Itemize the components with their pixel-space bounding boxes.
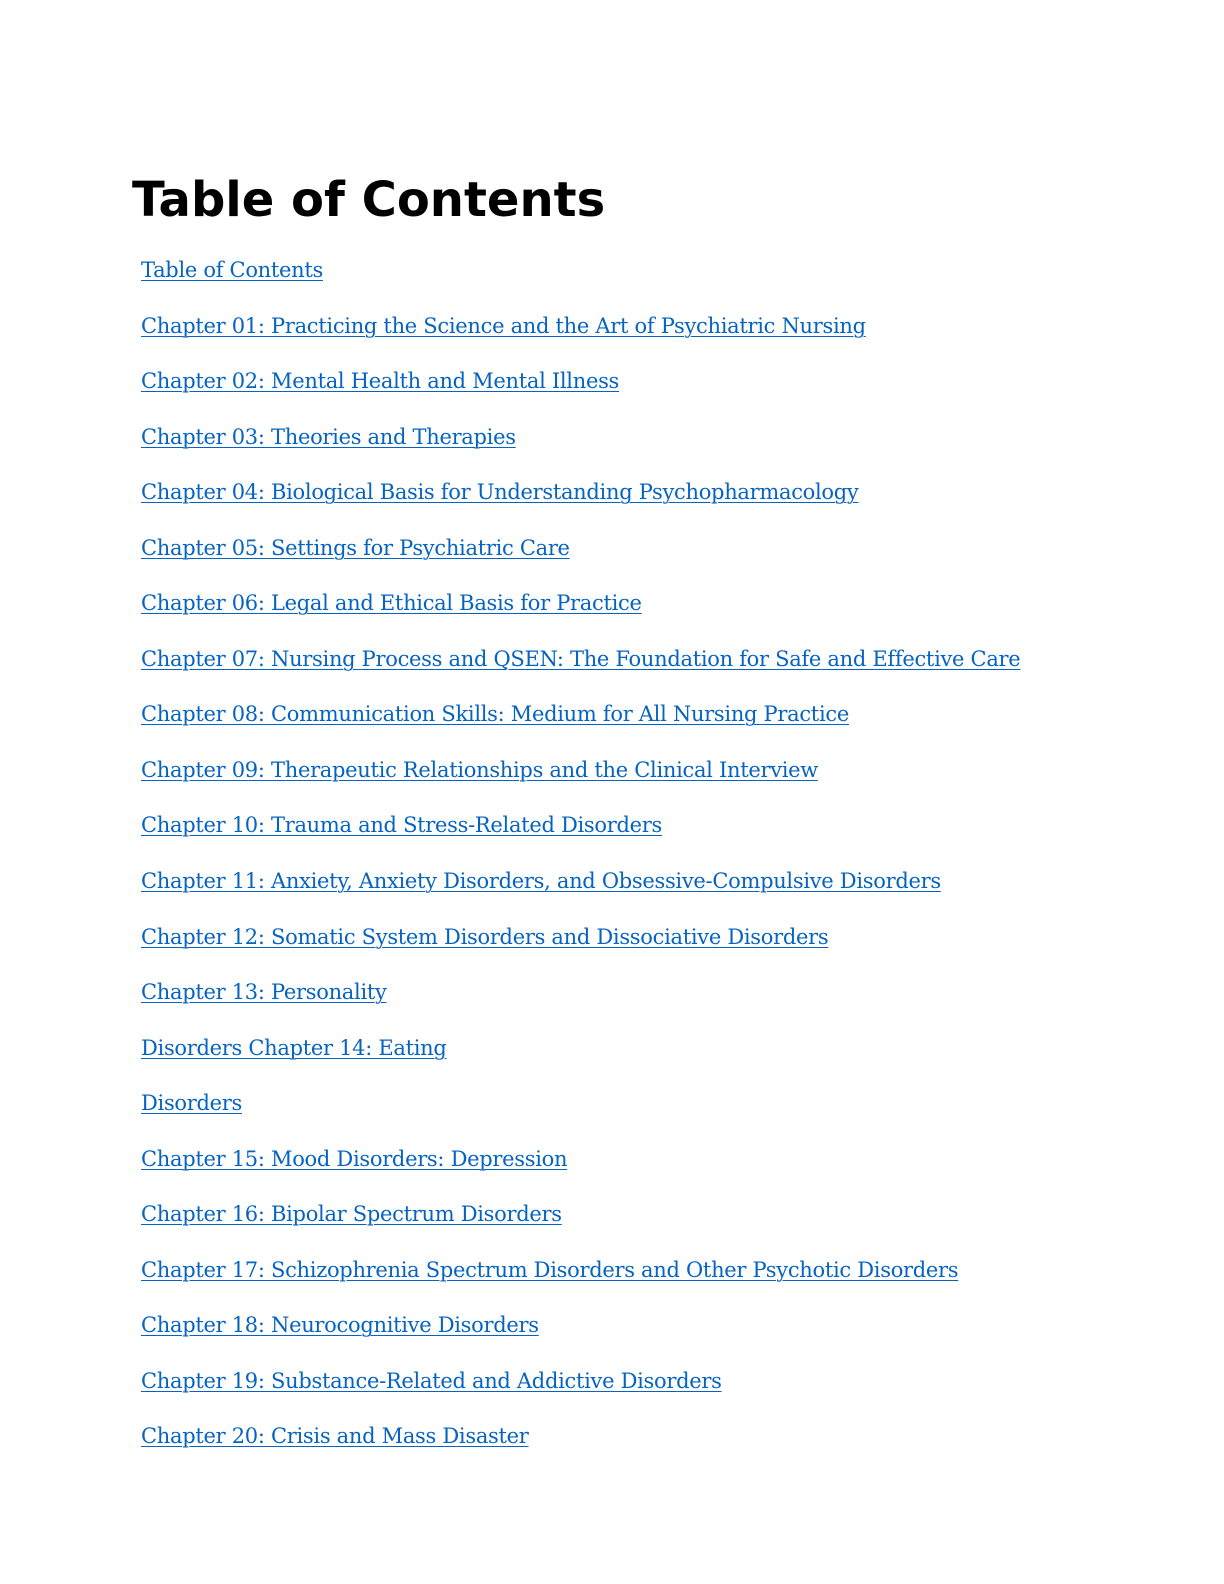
toc-link-chapter-10[interactable]: Chapter 10: Trauma and Stress-Related Disorders (141, 813, 662, 838)
toc-entry (141, 1252, 1020, 1308)
toc-entry (141, 1030, 1020, 1086)
toc-link-chapter-11[interactable]: Chapter 11: Anxiety, Anxiety Disorders, and Obsessive-Compulsive Disorders (141, 869, 941, 894)
toc-link-chapter-03[interactable]: Chapter 03: Theories and Therapies (141, 424, 516, 449)
toc-entry (141, 474, 1020, 530)
toc-entry (141, 1141, 1020, 1197)
toc-entry (141, 1307, 1020, 1363)
toc-entry (141, 863, 1020, 919)
toc-link-chapter-12[interactable]: Chapter 12: Somatic System Disorders and Dissociative Disorders (141, 924, 829, 949)
toc-entry (141, 641, 1020, 697)
toc-entry (141, 252, 1020, 308)
toc-entry (141, 308, 1020, 364)
toc-link-chapter-17[interactable]: Chapter 17: Schizophrenia Spectrum Disorders and Other Psychotic Disorders (141, 1257, 959, 1282)
toc-link-chapter-07[interactable]: Chapter 07: Nursing Process and QSEN: The Foundation for Safe and Effective Care (141, 646, 1021, 671)
toc-list (141, 252, 1020, 1474)
toc-entry (141, 419, 1020, 475)
toc-link-chapter-08[interactable]: Chapter 08: Communication Skills: Medium for All Nursing Practice (141, 702, 849, 727)
toc-link-chapter-16[interactable]: Chapter 16: Bipolar Spectrum Disorders (141, 1202, 562, 1227)
toc-link-chapter-14[interactable]: Disorders Chapter 14: Eating (141, 1035, 447, 1060)
toc-entry (141, 752, 1020, 808)
toc-link-chapter-15[interactable]: Chapter 15: Mood Disorders: Depression (141, 1146, 568, 1171)
toc-entry (141, 974, 1020, 1030)
toc-entry (141, 1085, 1020, 1141)
toc-entry (141, 696, 1020, 752)
toc-entry (141, 919, 1020, 975)
toc-link-chapter-05[interactable]: Chapter 05: Settings for Psychiatric Care (141, 535, 570, 560)
toc-entry (141, 1418, 1020, 1474)
toc-link-chapter-06[interactable]: Chapter 06: Legal and Ethical Basis for Practice (141, 591, 642, 616)
page-title: Table of Contents (132, 172, 606, 228)
toc-entry (141, 1363, 1020, 1419)
toc-entry (141, 530, 1020, 586)
toc-link-chapter-02[interactable]: Chapter 02: Mental Health and Mental Illness (141, 369, 620, 394)
toc-link-table-of-contents[interactable]: Table of Contents (141, 258, 323, 282)
toc-entry (141, 807, 1020, 863)
toc-link-chapter-20[interactable]: Chapter 20: Crisis and Mass Disaster (141, 1424, 529, 1449)
toc-link-chapter-19[interactable]: Chapter 19: Substance-Related and Addictive Disorders (141, 1368, 722, 1393)
toc-entry (141, 1196, 1020, 1252)
toc-link-chapter-09[interactable]: Chapter 09: Therapeutic Relationships and the Clinical Interview (141, 757, 818, 782)
toc-link-chapter-01[interactable]: Chapter 01: Practicing the Science and the Art of Psychiatric Nursing (141, 313, 866, 338)
toc-entry (141, 585, 1020, 641)
toc-link-chapter-04[interactable]: Chapter 04: Biological Basis for Understanding Psychopharmacology (141, 480, 859, 505)
toc-link-disorders[interactable]: Disorders (141, 1091, 242, 1116)
toc-entry (141, 363, 1020, 419)
toc-link-chapter-18[interactable]: Chapter 18: Neurocognitive Disorders (141, 1313, 539, 1338)
toc-link-chapter-13[interactable]: Chapter 13: Personality (141, 980, 387, 1005)
